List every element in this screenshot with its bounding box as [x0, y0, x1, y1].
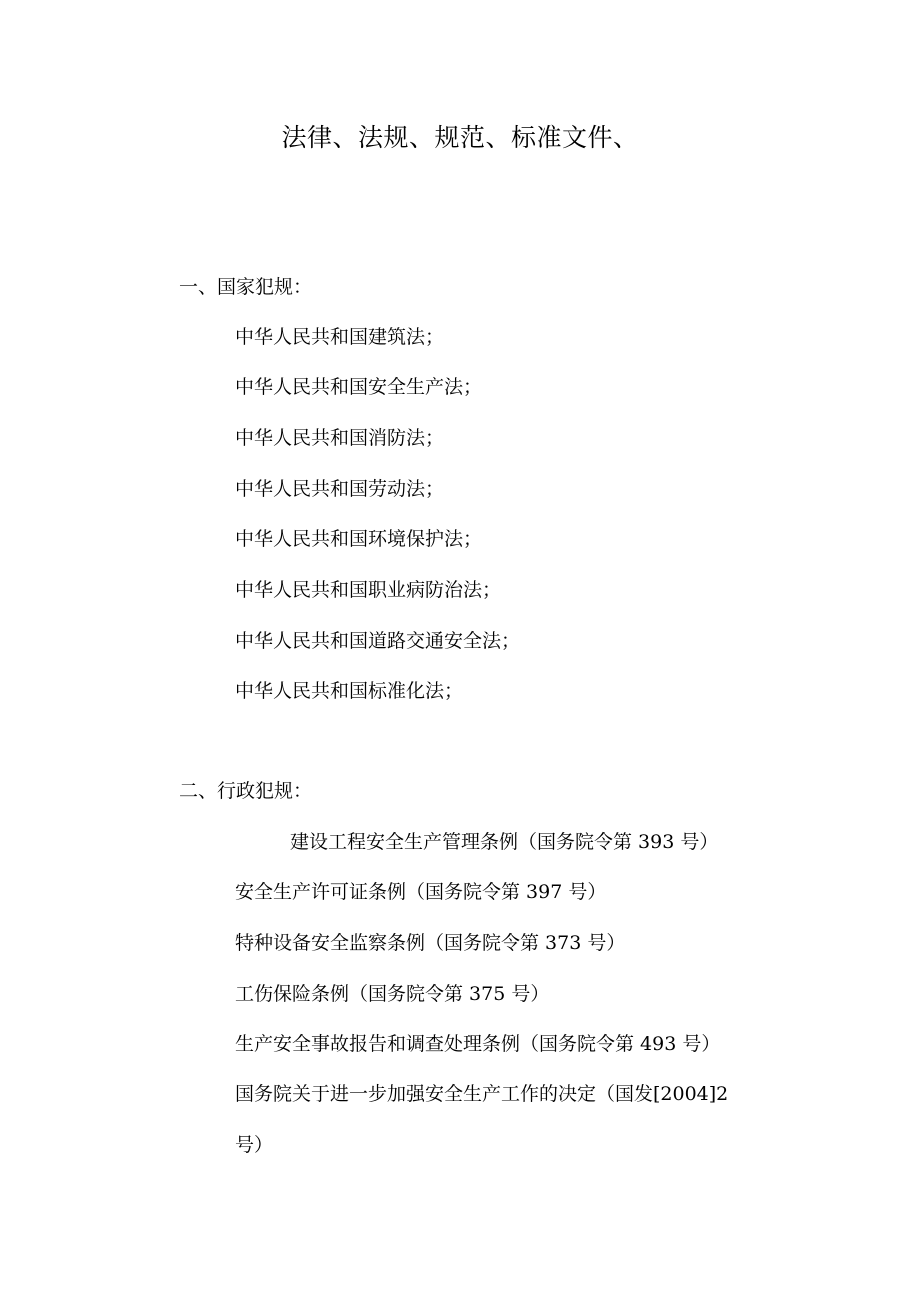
- document-title: 法律、法规、规范、标准文件、: [281, 123, 639, 152]
- list-item: 工伤保险条例（国务院令第 375 号）: [235, 983, 550, 1005]
- section-heading-administrative-regulations: 二、行政犯规：: [179, 780, 313, 802]
- list-item: 生产安全事故报告和调查处理条例（国务院令第 493 号）: [235, 1033, 721, 1055]
- list-item: 中华人民共和国职业病防治法；: [235, 579, 502, 601]
- list-item: 安全生产许可证条例（国务院令第 397 号）: [235, 881, 607, 903]
- list-item: 中华人民共和国消防法；: [235, 427, 445, 449]
- list-item: 中华人民共和国建筑法；: [235, 326, 445, 348]
- list-item: 中华人民共和国环境保护法；: [235, 528, 483, 550]
- section-heading-national-laws: 一、国家犯规：: [179, 276, 313, 298]
- list-item: 中华人民共和国道路交通安全法；: [235, 630, 521, 652]
- list-item: 特种设备安全监察条例（国务院令第 373 号）: [235, 932, 626, 954]
- list-item: 国务院关于进一步加强安全生产工作的决定（国发[2004]2 号）: [235, 1083, 729, 1156]
- list-item: 建设工程安全生产管理条例（国务院令第 393 号）: [290, 831, 719, 853]
- list-item: 中华人民共和国安全生产法；: [235, 376, 483, 398]
- list-item: 中华人民共和国标准化法；: [235, 680, 464, 702]
- list-item: 中华人民共和国劳动法；: [235, 478, 445, 500]
